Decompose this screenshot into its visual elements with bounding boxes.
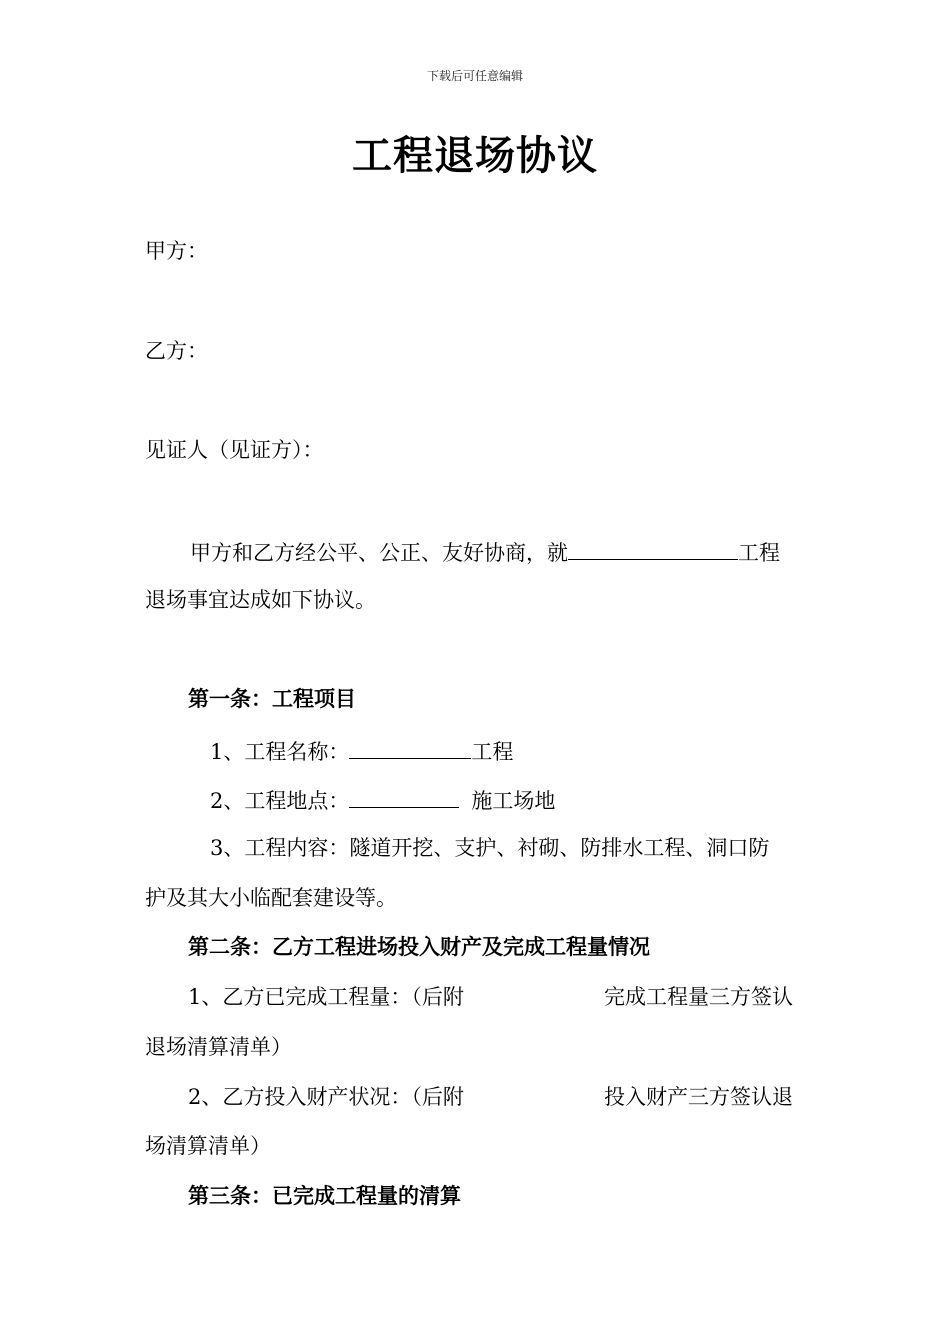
- intro-line-2: 退场事宜达成如下协议。: [145, 588, 376, 612]
- article1-heading: 第一条：工程项目: [188, 686, 356, 711]
- witness-label: 见证人（见证方）：: [145, 438, 324, 462]
- article2-item2-line2: 场清算清单）: [145, 1134, 271, 1158]
- project-name-label: 1、工程名称：: [210, 740, 350, 764]
- article2-item1-line2: 退场清算清单）: [145, 1035, 292, 1059]
- intro-line-1: [190, 535, 780, 568]
- article3-heading: 第三条：已完成工程量的清算: [188, 1183, 461, 1208]
- article2-item1-part1: 1、乙方已完成工程量：（后附: [188, 985, 464, 1009]
- article2-item2-part1: 2、乙方投入财产状况：（后附: [188, 1085, 464, 1109]
- project-blank-field[interactable]: [568, 535, 738, 560]
- project-location-blank[interactable]: [349, 783, 459, 808]
- intro-suffix: 工程: [738, 541, 780, 565]
- article2-item2-part2: 投入财产三方签认退: [604, 1085, 793, 1109]
- document-title: 工程退场协议: [352, 132, 598, 179]
- article2-heading: 第二条：乙方工程进场投入财产及完成工程量情况: [188, 934, 650, 959]
- project-location-label: 2、工程地点：: [210, 789, 350, 813]
- project-name-suffix: 工程: [471, 740, 514, 764]
- article1-item3-line1: 3、工程内容：隧道开挖、支护、衬砌、防排水工程、洞口防: [210, 836, 770, 860]
- project-name-blank[interactable]: [349, 734, 471, 759]
- article2-item1-part2: 完成工程量三方签认: [604, 985, 793, 1009]
- article1-item2: [210, 783, 555, 816]
- article1-item3-line2: 护及其大小临配套建设等。: [145, 886, 397, 910]
- party-b-label: 乙方：: [145, 339, 208, 363]
- page-header-note: 下载后可任意编辑: [426, 69, 523, 83]
- intro-text: 甲方和乙方经公平、公正、友好协商，就: [190, 541, 568, 565]
- article1-item1: [210, 734, 513, 767]
- party-a-label: 甲方：: [145, 239, 208, 263]
- project-location-suffix: 施工场地: [471, 789, 556, 813]
